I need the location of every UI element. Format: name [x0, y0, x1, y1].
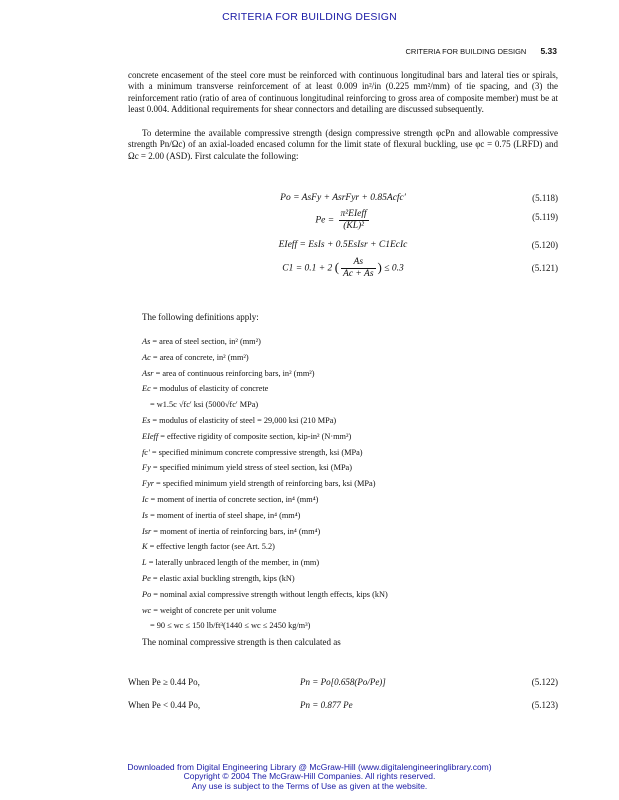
definition-text: = elastic axial buckling strength, kips (kN)	[150, 573, 295, 583]
definition-text: = effective rigidity of composite section, kip-in² (N·mm²)	[158, 431, 352, 441]
case-5-122	[128, 677, 558, 691]
definition-item	[142, 429, 562, 445]
running-head	[406, 46, 558, 56]
definition-text: = area of steel section, in² (mm²)	[150, 337, 261, 346]
definition-item	[142, 524, 562, 540]
definition-text: = specified minimum yield stress of steel section, ksi (MPa)	[150, 463, 353, 473]
definition-text: = moment of inertia of concrete section, in⁴ (mm⁴)	[148, 494, 319, 504]
definition-item	[142, 381, 562, 397]
definition-symbol: fc′	[142, 447, 150, 457]
fraction-denominator: (KL)²	[343, 221, 364, 231]
case-5-123	[128, 700, 558, 714]
definition-symbol: L	[142, 558, 147, 568]
definition-text: = specified minimum concrete compressive strength, ksi (MPa)	[149, 447, 363, 457]
fraction-denominator: Ac + As	[343, 269, 374, 279]
footer	[0, 763, 619, 791]
definition-symbol: Asr	[142, 368, 154, 378]
definition-text: = w1.5c √fc′ ksi (5000√fc′ MPa)	[150, 400, 259, 410]
equation-fraction	[339, 209, 369, 232]
equation-number: (5.120)	[531, 240, 558, 250]
definition-text: = moment of inertia of steel shape, in⁴ (mm⁴)	[148, 510, 301, 520]
footer-copyright: Copyright © 2004 The McGraw-Hill Companies. All rights reserved.	[183, 771, 436, 782]
definition-continuation	[142, 397, 562, 413]
definition-item	[142, 366, 562, 382]
definition-item	[142, 571, 562, 587]
definition-text: = moment of inertia of reinforcing bars, in⁴ (mm⁴)	[151, 526, 321, 536]
nominal-strength-text: The nominal compressive strength is then calculated as	[142, 637, 341, 647]
definition-symbol: Fyr	[142, 479, 154, 489]
definition-symbol: Fy	[142, 463, 151, 473]
equation-lhs: C1 = 0.1 + 2	[282, 263, 333, 274]
definition-item	[142, 460, 562, 476]
fraction-numerator: π²EIeff	[340, 209, 367, 219]
equation-5-119	[128, 208, 558, 236]
running-head-title: CRITERIA FOR BUILDING DESIGN	[405, 47, 527, 56]
definition-symbol: As	[142, 337, 151, 346]
definition-item	[142, 413, 562, 429]
definition-item	[142, 350, 562, 366]
definition-item	[142, 445, 562, 461]
case-formula: Pn = Po[0.658(Po/Pe)]	[300, 677, 386, 687]
open-paren: (	[334, 259, 340, 275]
definition-symbol: Pe	[142, 573, 151, 583]
case-condition: When Pe ≥ 0.44 Po,	[128, 677, 200, 687]
definitions-list	[142, 334, 562, 634]
definition-item	[142, 476, 562, 492]
definition-item	[142, 555, 562, 571]
definition-symbol: Ic	[142, 494, 149, 504]
definition-symbol: wc	[142, 605, 152, 615]
page-number: 5.33	[540, 46, 557, 56]
definition-continuation	[142, 618, 562, 634]
definition-symbol: Is	[142, 510, 148, 520]
definition-text: = effective length factor (see Art. 5.2)	[147, 542, 275, 552]
fraction-numerator: As	[341, 257, 376, 269]
definitions-intro: The following definitions apply:	[142, 312, 259, 322]
footer-download-link[interactable]: Downloaded from Digital Engineering Library @ McGraw-Hill (www.digitalengineeringlibrary.com)	[127, 762, 492, 772]
definition-text: = nominal axial compressive strength without length effects, kips (kN)	[151, 589, 388, 599]
equation-number: (5.123)	[531, 700, 558, 710]
banner-title: CRITERIA FOR BUILDING DESIGN	[222, 11, 397, 23]
definition-symbol: K	[142, 542, 148, 552]
case-formula: Pn = 0.877 Pe	[300, 700, 353, 710]
definition-text: = modulus of elasticity of steel = 29,000 ksi (210 MPa)	[150, 415, 337, 425]
equation-lhs: Pe =	[315, 215, 335, 226]
definition-text: = modulus of elasticity of concrete	[150, 384, 269, 394]
equation-number: (5.122)	[531, 677, 558, 687]
paragraph-2: To determine the available compressive strength (design compressive strength φcPn and allowable compressive strength Pn/Ωc) of an axial-loaded encased column for the limit state of flexural buckling, use φc = 0.75 (LRFD) and Ωc = 2.00 (ASD). First calculate the following:	[128, 128, 558, 161]
equation-rhs: ≤ 0.3	[384, 263, 404, 274]
definition-symbol: Po	[142, 589, 152, 599]
definition-text: = area of continuous reinforcing bars, in² (mm²)	[153, 368, 315, 378]
definition-item	[142, 603, 562, 619]
definition-symbol: Ec	[142, 384, 151, 394]
equation-expression: EIeff = EsIs + 0.5EsIsr + C1EcIc	[278, 240, 408, 250]
definition-text: = 90 ≤ wc ≤ 150 lb/ft³(1440 ≤ wc ≤ 2450 kg/m³)	[150, 621, 311, 631]
definition-item	[142, 587, 562, 603]
definition-text: = area of concrete, in² (mm²)	[150, 352, 249, 362]
close-paren: )	[377, 259, 382, 275]
definition-symbol: Ac	[142, 352, 151, 362]
definition-text: = laterally unbraced length of the member, in (mm)	[146, 558, 320, 568]
equation-5-121	[128, 256, 558, 286]
case-condition: When Pe < 0.44 Po,	[128, 700, 201, 710]
equation-fraction	[341, 257, 376, 280]
equation-number: (5.119)	[532, 212, 558, 222]
equation-number: (5.118)	[532, 193, 558, 203]
definition-text: = weight of concrete per unit volume	[151, 605, 277, 615]
equation-expression: Po = AsFy + AsrFyr + 0.85Acfc′	[280, 193, 406, 203]
footer-terms[interactable]: Any use is subject to the Terms of Use as given at the website.	[191, 780, 428, 791]
paragraph-1: concrete encasement of the steel core must be reinforced with continuous longitudinal bars and lateral ties or spirals, with a minimum transverse reinforcement of at least 0.009 in²/in (0.225 mm²/mm) of tie spacing, and (3) the reinforcement ratio (ratio of area of continuous longitudinal reinforcing to gross area of composite member) must be at least 0.004. Additional requirements for shear connectors and detailing are discussed subsequently.	[128, 70, 558, 115]
equation-number: (5.121)	[531, 263, 558, 273]
definition-item	[142, 492, 562, 508]
definition-item	[142, 508, 562, 524]
definition-item	[142, 539, 562, 555]
definition-item	[142, 334, 562, 350]
definition-symbol: Isr	[142, 526, 152, 536]
definition-text: = specified minimum yield strength of reinforcing bars, ksi (MPa)	[153, 479, 376, 489]
definition-symbol: EIeff	[142, 431, 159, 441]
definition-symbol: Es	[142, 415, 151, 425]
